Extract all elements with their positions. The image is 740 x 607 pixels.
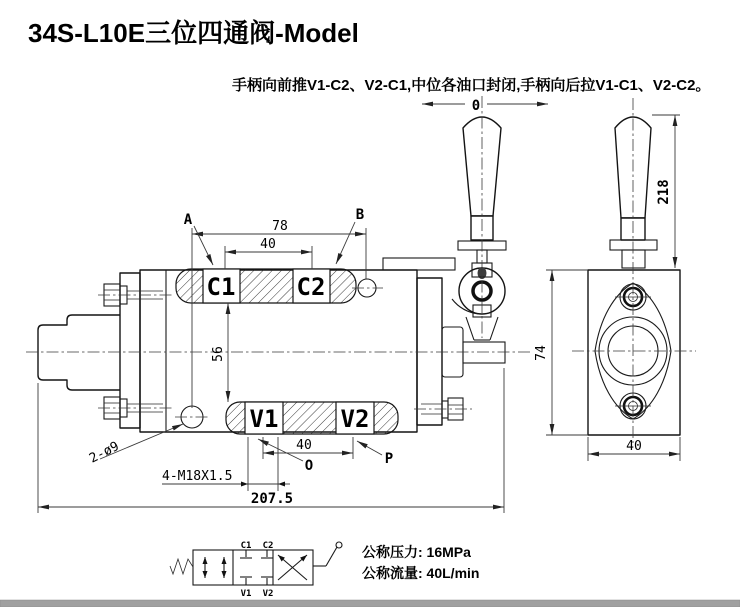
port-label-c2: C2	[296, 273, 326, 301]
operation-note: 手柄向前推V1-C2、V2-C1,中位各油口封闭,手柄向后拉V1-C1、V2-C2。	[232, 77, 711, 94]
left-flange-plate	[120, 273, 140, 428]
lever-icon	[313, 542, 342, 566]
callout-p	[357, 441, 393, 467]
control-handle-side	[610, 117, 657, 268]
svg-text:56: 56	[211, 346, 226, 362]
port-label-v2: V2	[340, 405, 370, 433]
closed-center-ports	[240, 550, 273, 585]
side-view	[534, 98, 696, 461]
neutral-label: 0	[471, 98, 481, 114]
dim-side-40	[588, 437, 680, 461]
svg-text:40: 40	[296, 438, 312, 453]
right-end-assembly	[383, 258, 505, 425]
sym-label-c1: C1	[240, 541, 252, 551]
top-port-band	[176, 269, 356, 303]
dim-56	[211, 303, 228, 402]
svg-text:2-ø9: 2-ø9	[87, 438, 122, 467]
left-end-cap	[38, 273, 140, 428]
mounting-hole-top	[352, 279, 383, 297]
mounting-bolt-bottom	[98, 397, 172, 419]
sym-label-v2: V2	[262, 589, 274, 599]
svg-text:P: P	[384, 451, 394, 467]
bottom-port-band	[226, 402, 398, 434]
specs	[362, 544, 479, 581]
svg-text:4-M18X1.5: 4-M18X1.5	[162, 469, 233, 484]
callout-a	[184, 212, 213, 265]
spring-icon	[170, 559, 193, 574]
neutral-marker	[422, 98, 548, 114]
sym-label-v1: V1	[240, 589, 252, 599]
svg-text:B: B	[355, 207, 365, 223]
spool-shaft	[463, 342, 505, 363]
control-handle-front	[458, 96, 506, 338]
horizontal-scrollbar[interactable]	[0, 600, 740, 607]
svg-text:A: A	[183, 212, 193, 228]
front-view	[26, 96, 548, 513]
svg-text:O: O	[304, 458, 314, 474]
page-title: 34S-L10E三位四通阀-Model	[28, 18, 359, 48]
pivot-pedestal	[383, 258, 455, 270]
svg-text:74: 74	[534, 345, 549, 361]
svg-text:218: 218	[656, 179, 672, 205]
svg-text:78: 78	[272, 219, 288, 234]
spec-pressure: 公称压力: 16MPa	[362, 544, 471, 560]
spec-flow: 公称流量: 40L/min	[362, 565, 480, 581]
mounting-bolt-top	[98, 284, 172, 306]
right-plate	[417, 278, 442, 425]
dim-top-40	[225, 237, 312, 269]
svg-text:207.5: 207.5	[250, 491, 294, 507]
dim-218	[652, 115, 680, 268]
port-label-v1: V1	[249, 405, 279, 433]
svg-text:40: 40	[626, 439, 642, 454]
port-label-c1: C1	[206, 273, 236, 301]
svg-text:40: 40	[260, 237, 276, 252]
dim-74	[534, 270, 588, 435]
callout-b	[336, 207, 364, 264]
hydraulic-symbol	[170, 541, 342, 599]
note-holes	[87, 424, 183, 467]
sym-label-c2: C2	[262, 541, 274, 551]
dim-78	[192, 219, 366, 408]
